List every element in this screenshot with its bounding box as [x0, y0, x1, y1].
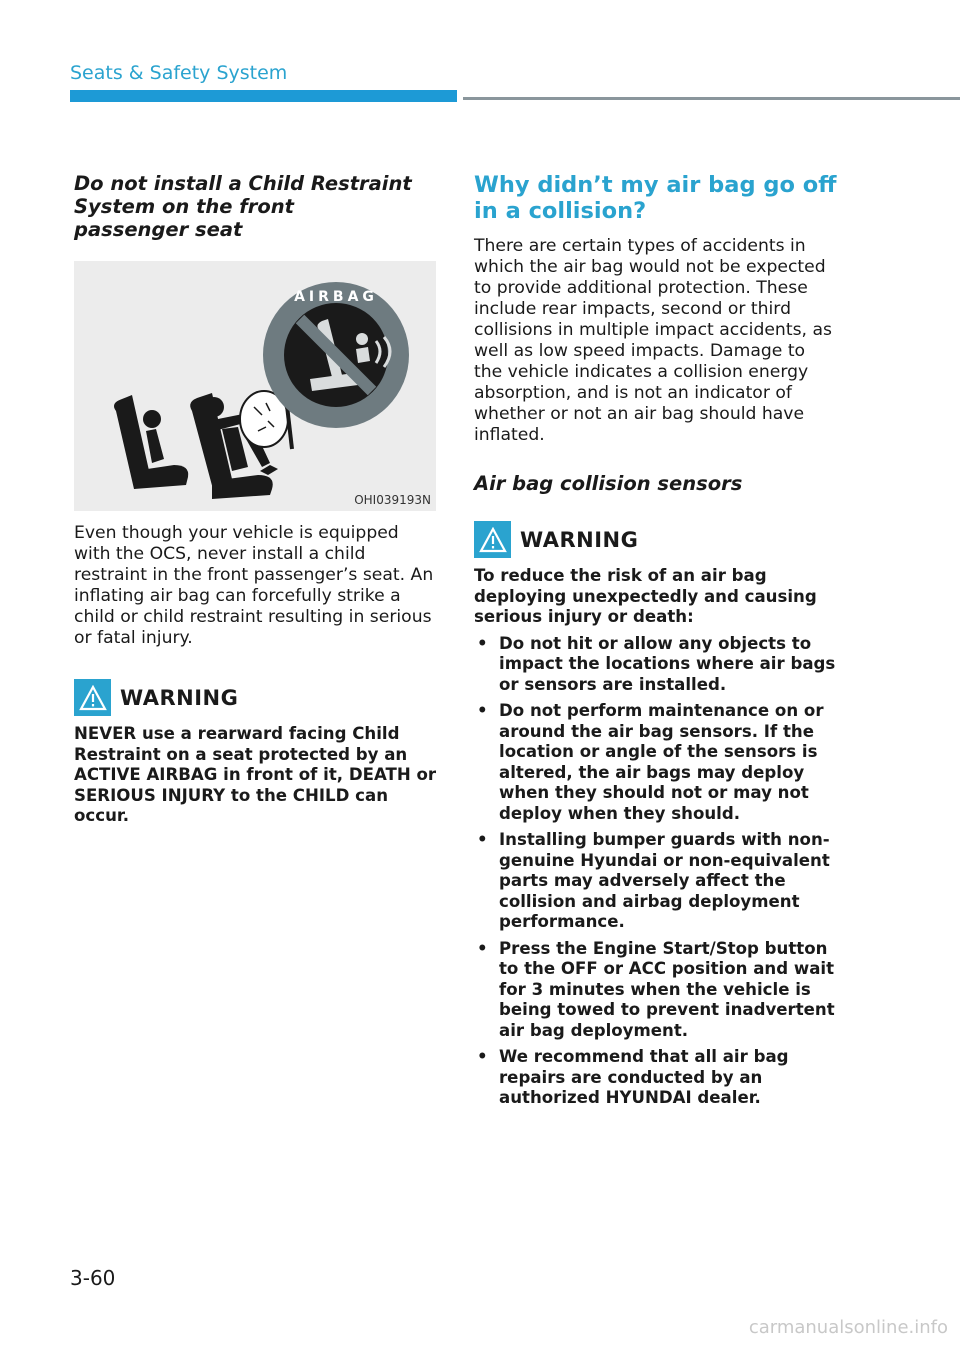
- child-restraint-subheading: Do not install a Child Restraint System on the front passenger seat: [74, 172, 412, 241]
- page-number: 3-60: [70, 1266, 116, 1290]
- list-item: • We recommend that all air bag repairs are conducted by an authorized HYUNDAI dealer.: [477, 1047, 789, 1107]
- warning-label: WARNING: [520, 527, 639, 552]
- watermark: carmanualsonline.info: [748, 1317, 948, 1338]
- air-bag-section-body: There are certain types of accidents in which the air bag would not be expected to provide additional protection. These include rear impacts, second or third collisions in multiple impact accidents, as well as low speed impacts. Damage to the vehicle indicates a collision energy absorption, and is not an indicator of whether or not an air bag should have inflated.: [474, 236, 832, 445]
- child-restraint-body: Even though your vehicle is equipped with the OCS, never install a child restraint in the front passenger’s seat. An inflating air bag can forcefully strike a child or child restraint resulting in serious or fatal injury.: [74, 523, 434, 648]
- list-item: • Press the Engine Start/Stop button to the OFF or ACC position and wait for 3 minutes when the vehicle is being towed to prevent inadvertent air bag deployment.: [477, 938, 835, 1040]
- header-bar-accent: [70, 90, 457, 102]
- right-column: [474, 172, 838, 1115]
- list-item: • Do not perform maintenance on or around the air bag sensors. If the location or angle of the sensors is altered, the air bags may deploy when they should not or may not deploy when they should.: [477, 701, 824, 823]
- list-item: • Do not hit or allow any objects to impact the locations where air bags or sensors are installed.: [477, 633, 836, 694]
- airbag-badge-text: AIRBAG: [294, 289, 378, 305]
- warning-triangle-icon: [74, 679, 111, 716]
- left-column: [74, 172, 438, 827]
- no-child-seat-airbag-icon: [263, 282, 409, 428]
- collision-sensors-subheading: Air bag collision sensors: [474, 472, 743, 495]
- air-bag-section-title: Why didn’t my air bag go off in a collision?: [474, 172, 837, 224]
- left-warning-header: [74, 679, 438, 716]
- warning-bullet-list: [474, 634, 838, 1109]
- airbag-figure: [74, 261, 436, 511]
- header-bar-line: [463, 97, 960, 100]
- list-item: • Installing bumper guards with non-genuine Hyundai or non-equivalent parts may adversely affect the collision and airbag deployment performance.: [477, 830, 830, 931]
- left-warning-text: NEVER use a rearward facing Child Restraint on a seat protected by an ACTIVE AIRBAG in front of it, DEATH or SERIOUS INJURY to the CHILD can occur.: [74, 724, 437, 825]
- right-warning-intro: To reduce the risk of an air bag deploying unexpectedly and causing serious injury or death:: [474, 566, 817, 626]
- airbag-illustration: [74, 261, 436, 511]
- rear-seat-icon: [114, 395, 188, 489]
- warning-triangle-icon: [474, 521, 511, 558]
- warning-label: WARNING: [120, 685, 239, 710]
- right-warning-header: [474, 521, 838, 558]
- header-section-title: Seats & Safety System: [70, 62, 288, 84]
- figure-code: OHI039193N: [354, 493, 431, 507]
